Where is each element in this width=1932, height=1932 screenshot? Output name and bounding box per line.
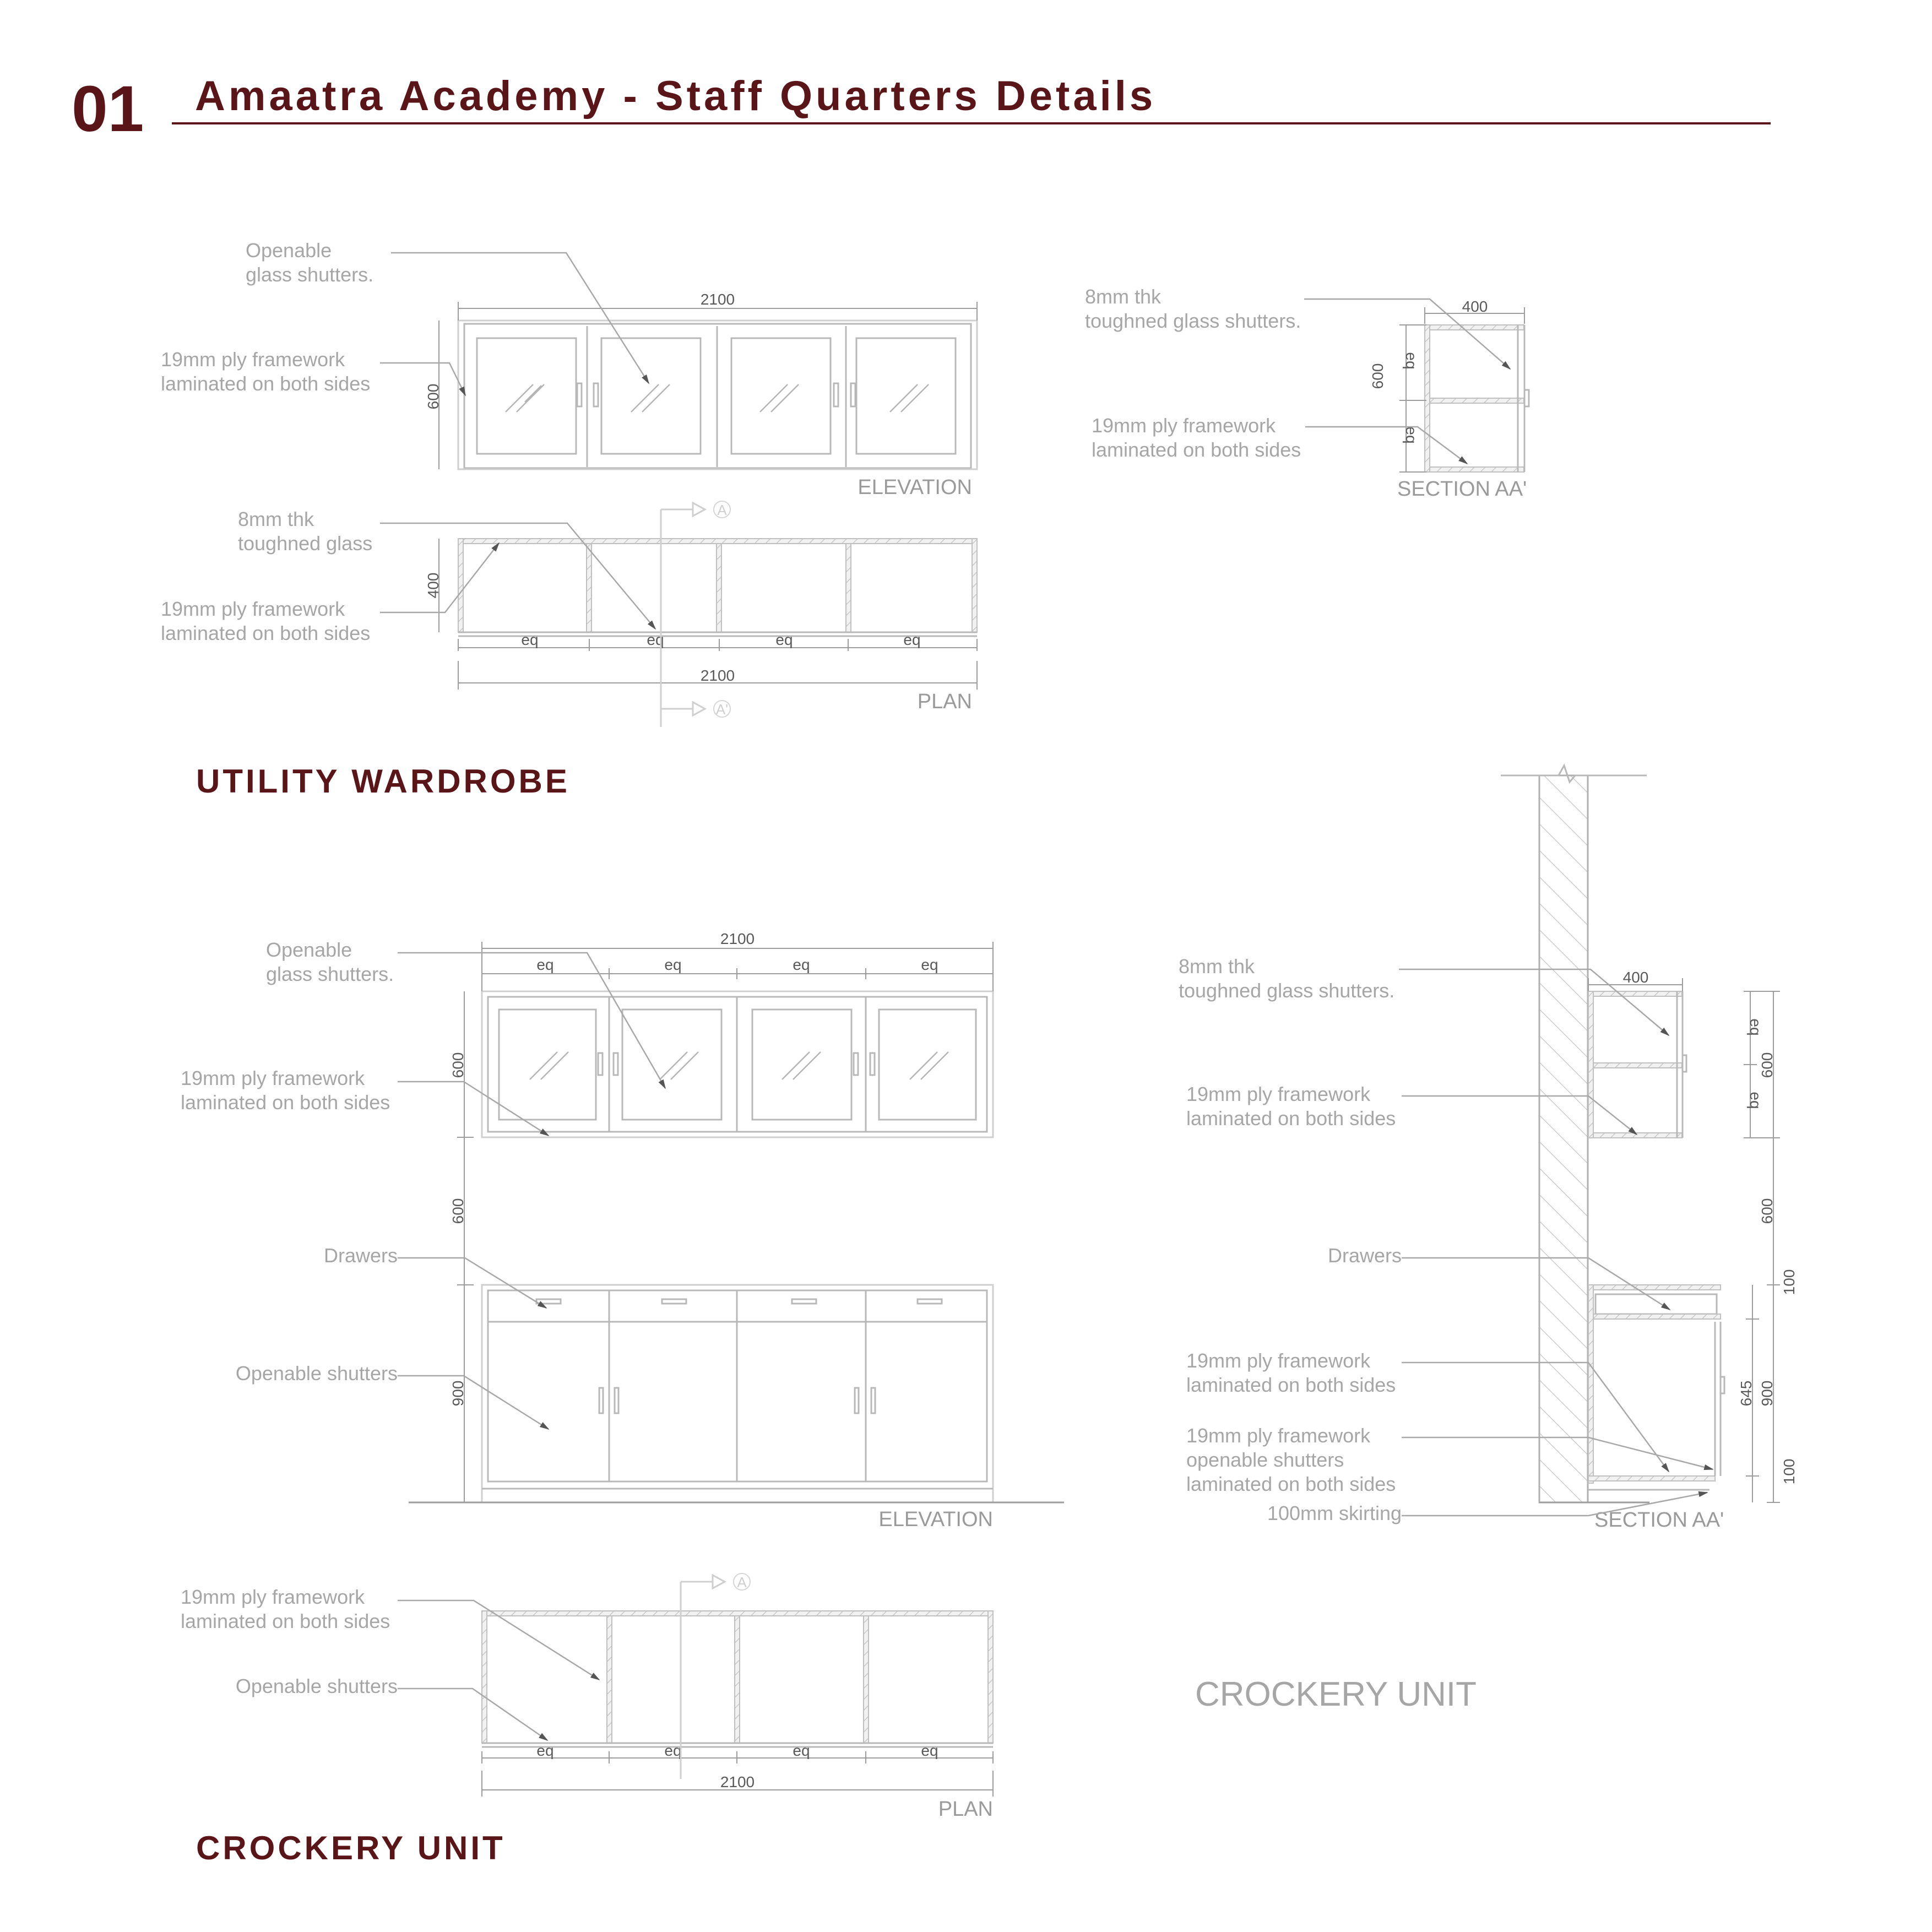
crockery-section [1179,766,1798,1713]
dim-eq: eq [1403,352,1420,370]
note-line: 19mm ply framework [1186,1424,1371,1447]
dim-eq: eq [775,631,793,648]
view-label: PLAN [938,1798,993,1821]
note-line: 19mm ply framework [1186,1083,1371,1105]
handle [834,383,855,406]
dim-vertical: 600 [449,1052,466,1078]
note-line: glass shutters. [246,263,374,286]
glass-mark [530,1052,948,1079]
note-line: 8mm thk [1085,285,1162,308]
dim-eq: eq [664,1742,682,1759]
note-line: 19mm ply framework [1186,1349,1371,1372]
sheet-title: Amaatra Academy - Staff Quarters Details [195,73,1157,120]
note-line: 19mm ply framework [181,1586,365,1608]
note-line: 19mm ply framework [1092,414,1276,437]
section-mark-label: A [737,1574,747,1591]
dim-eq: eq [921,956,938,973]
dim-right: 100 [1781,1269,1798,1295]
note-line: toughned glass [238,532,373,555]
note-shutters: Openable shutters [235,1362,398,1385]
note-skirting: 100mm skirting [1267,1502,1402,1524]
dim-right: 600 [1759,1052,1776,1078]
utility-wardrobe-section [1085,285,1529,501]
glass-shutter [752,1010,851,1120]
note-line: laminated on both sides [161,622,371,644]
note-line: laminated on both sides [1186,1374,1396,1396]
dim-right: 900 [1759,1380,1776,1407]
dim-width: 2100 [700,291,735,308]
dim-eq: eq [536,1742,554,1759]
note-line: glass shutters. [266,963,394,985]
dim-height: 600 [1369,363,1386,389]
note-line: 19mm ply framework [161,348,345,371]
note-line: laminated on both sides [1186,1473,1396,1495]
dim-depth: 400 [425,572,442,599]
note-line: Openable [266,938,352,961]
glass-shutter [731,338,831,454]
note-drawers: Drawers [1327,1244,1402,1267]
section-caption: CROCKERY UNIT [1195,1675,1477,1713]
dim-width: 2100 [720,1773,755,1790]
crockery-plan [181,1573,993,1821]
dim-width: 2100 [720,930,755,947]
note-line: laminated on both sides [1186,1107,1396,1130]
crockery-elevation [181,930,1064,1531]
note-drawers: Drawers [323,1244,398,1267]
glass-shutter [499,1010,596,1120]
view-label: SECTION AA' [1397,477,1527,501]
note-line: toughned glass shutters. [1179,979,1395,1002]
glass-shutter [622,1010,721,1120]
drawer-handle [536,1299,942,1304]
dim-eq: eq [1403,426,1420,444]
glass-shutter [879,1010,976,1120]
dim-eq: eq [1747,1092,1764,1109]
handle [854,1053,875,1075]
dim-right: 600 [1759,1198,1776,1224]
note-line: 8mm thk [1179,955,1255,978]
view-label: PLAN [917,690,972,713]
dim-eq: eq [793,1742,810,1759]
view-label: ELEVATION [878,1508,993,1531]
note-line: Openable [246,239,332,262]
dim-eq: eq [647,631,664,648]
note-line: 8mm thk [238,508,314,530]
glass-shutter [601,338,701,454]
note-line: laminated on both sides [161,372,371,395]
dim-right: 100 [1781,1458,1798,1485]
section-title-crockery-unit: CROCKERY UNIT [196,1830,506,1866]
dim-eq: eq [793,956,810,973]
note-line: 19mm ply framework [181,1067,365,1089]
glass-shutter [477,338,576,454]
wall [1539,775,1588,1502]
view-label: SECTION AA' [1594,1508,1724,1532]
dim-eq: eq [903,631,921,648]
dim-eq: eq [521,631,539,648]
dim-depth: 400 [1622,969,1649,986]
note-line: laminated on both sides [181,1091,390,1114]
utility-wardrobe-elevation [161,239,977,499]
note-line: laminated on both sides [181,1610,390,1632]
sheet-number: 01 [72,73,144,145]
dim-eq: eq [921,1742,938,1759]
dim-eq: eq [536,956,554,973]
note-shutters: Openable shutters [235,1675,398,1697]
dim-height: 600 [425,383,442,410]
note-line: laminated on both sides [1092,438,1301,461]
note-line: openable shutters [1186,1448,1344,1471]
dim-width: 2100 [700,667,735,684]
dim-eq: eq [664,956,682,973]
dim-right: 645 [1738,1380,1755,1407]
dim-eq: eq [1747,1018,1764,1036]
view-label: ELEVATION [858,476,972,499]
dim-vertical: 900 [449,1380,466,1407]
dim-depth: 400 [1462,298,1488,315]
utility-wardrobe-plan [161,501,977,727]
section-title-utility-wardrobe: UTILITY WARDROBE [196,763,570,800]
note-line: 19mm ply framework [161,598,345,620]
dim-vertical: 600 [449,1198,466,1224]
section-mark-label: A' [715,701,729,718]
note-line: toughned glass shutters. [1085,310,1301,332]
sheet-header [72,73,1771,145]
section-mark-label: A [717,502,727,518]
handle [598,1053,618,1075]
